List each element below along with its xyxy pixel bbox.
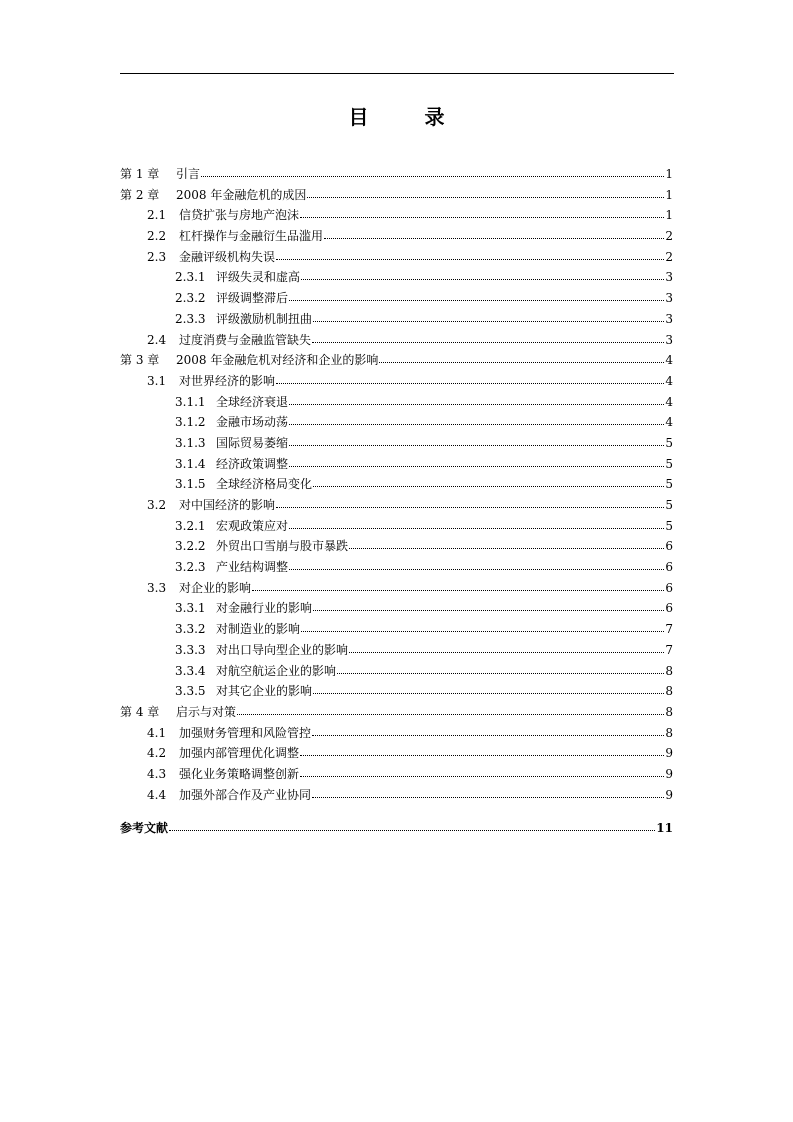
toc-entry-page: 9 — [665, 766, 673, 781]
toc-entry-number: 2.3.2 — [175, 291, 206, 306]
dot-leader — [289, 400, 664, 405]
toc-entry-title: 杠杆操作与金融衍生品滥用 — [179, 229, 324, 244]
toc-section-entry[interactable] — [120, 495, 673, 516]
toc-entry-number: 2.3 — [147, 249, 167, 264]
toc-subsection-entry[interactable] — [120, 392, 673, 413]
toc-subsection-entry[interactable] — [120, 661, 673, 682]
toc-subsection-entry[interactable] — [120, 267, 673, 288]
toc-entry-page: 8 — [665, 704, 673, 719]
toc-entry-page: 6 — [665, 601, 673, 616]
toc-subsection-entry[interactable] — [120, 681, 673, 702]
toc-entry-page: 9 — [665, 787, 673, 802]
dot-leader — [276, 503, 664, 508]
toc-entry-number: 3.3.5 — [175, 684, 206, 699]
toc-entry-number: 3.1.4 — [175, 456, 206, 471]
dot-leader — [313, 317, 664, 322]
toc-entry-title: 对航空航运企业的影响 — [216, 663, 337, 678]
toc-entry-title: 对出口导向型企业的影响 — [216, 642, 349, 657]
toc-section-entry[interactable] — [120, 785, 673, 806]
toc-entry-title: 经济政策调整 — [216, 456, 289, 471]
dot-leader — [237, 710, 664, 715]
toc-entry-page: 9 — [665, 746, 673, 761]
dot-leader — [300, 772, 664, 777]
toc-entry-number: 3.3.3 — [175, 642, 206, 657]
toc-subsection-entry[interactable] — [120, 454, 673, 475]
toc-section-entry[interactable] — [120, 330, 673, 351]
toc-subsection-entry[interactable] — [120, 598, 673, 619]
toc-entry-title: 加强外部合作及产业协同 — [179, 787, 312, 802]
toc-entry-number: 2.1 — [147, 208, 167, 223]
dot-leader — [300, 751, 664, 756]
toc-entry-number: 第 3 章 — [120, 353, 160, 368]
toc-entry-number: 2.3.3 — [175, 311, 206, 326]
toc-entry-page: 3 — [665, 311, 673, 326]
dot-leader — [289, 462, 664, 467]
toc-entry-title: 外贸出口雪崩与股市暴跌 — [216, 539, 349, 554]
toc-entry-page: 5 — [665, 498, 673, 512]
toc-entry-page: 7 — [665, 622, 673, 637]
toc-entry-title: 启示与对策 — [176, 704, 237, 719]
toc-entry-number: 3.2.1 — [175, 518, 206, 533]
toc-entry-title: 参考文献 — [120, 821, 169, 836]
dot-leader — [301, 275, 664, 280]
dot-leader — [252, 586, 664, 591]
toc-entry-title: 金融市场动荡 — [216, 415, 289, 430]
toc-chapter-entry[interactable] — [120, 164, 673, 185]
toc-entry-page: 8 — [665, 725, 673, 740]
toc-entry-number: 2.2 — [147, 229, 167, 244]
toc-entry-page: 6 — [665, 539, 673, 554]
toc-entry-page: 3 — [665, 332, 673, 347]
toc-entry-title: 产业结构调整 — [216, 560, 289, 575]
dot-leader — [312, 338, 664, 343]
toc-section-entry[interactable] — [120, 578, 673, 599]
toc-entry-title: 国际贸易萎缩 — [216, 435, 289, 450]
toc-entry-page: 4 — [665, 394, 673, 409]
dot-leader — [289, 565, 664, 570]
toc-entry-title: 加强财务管理和风险管控 — [179, 725, 312, 740]
toc-entry-number: 3.1.2 — [175, 415, 206, 430]
toc-entry-page: 5 — [665, 435, 673, 450]
toc-entry-title: 对制造业的影响 — [216, 622, 301, 637]
dot-leader — [313, 689, 664, 694]
dot-leader — [201, 172, 664, 177]
toc-title: 目 录 — [348, 105, 463, 129]
toc-entry-number: 3.2 — [147, 498, 167, 512]
toc-subsection-entry[interactable] — [120, 557, 673, 578]
toc-entry-title: 强化业务策略调整创新 — [179, 766, 300, 781]
table-of-contents — [120, 164, 673, 839]
dot-leader — [324, 234, 664, 239]
toc-entry-number: 3.2.3 — [175, 560, 206, 575]
toc-entry-title: 过度消费与金融监管缺失 — [179, 332, 312, 347]
dot-leader — [312, 731, 664, 736]
toc-references-entry[interactable] — [120, 818, 673, 839]
dot-leader — [337, 669, 664, 674]
toc-entry-number: 2.3.1 — [175, 270, 206, 285]
toc-entry-title: 对其它企业的影响 — [216, 684, 313, 699]
toc-entry-title: 金融评级机构失误 — [179, 249, 276, 264]
toc-entry-page: 3 — [665, 291, 673, 306]
toc-entry-page: 1 — [665, 208, 673, 223]
toc-entry-page: 5 — [665, 456, 673, 471]
toc-entry-number: 4.3 — [147, 766, 167, 781]
toc-section-entry[interactable] — [120, 743, 673, 764]
dot-leader — [169, 826, 655, 831]
dot-leader — [301, 627, 664, 632]
toc-entry-title: 评级调整滞后 — [216, 291, 289, 306]
toc-chapter-entry[interactable] — [120, 350, 673, 371]
toc-entry-page: 6 — [665, 580, 673, 595]
toc-section-entry[interactable] — [120, 371, 673, 392]
dot-leader — [289, 420, 664, 425]
toc-entry-title: 全球经济衰退 — [216, 394, 289, 409]
toc-subsection-entry[interactable] — [120, 619, 673, 640]
toc-entry-page: 2 — [665, 249, 673, 264]
dot-leader — [289, 524, 664, 529]
toc-entry-number: 4.2 — [147, 746, 167, 761]
toc-entry-number: 3.1 — [147, 373, 167, 388]
toc-subsection-entry[interactable] — [120, 433, 673, 454]
toc-entry-page: 3 — [665, 270, 673, 285]
toc-entry-page: 8 — [665, 663, 673, 678]
toc-entry-title: 对金融行业的影响 — [216, 601, 313, 616]
toc-section-entry[interactable] — [120, 764, 673, 785]
dot-leader — [349, 544, 664, 549]
toc-entry-page: 4 — [665, 353, 673, 368]
dot-leader — [379, 358, 664, 363]
toc-chapter-entry[interactable] — [120, 185, 673, 206]
dot-leader — [313, 606, 664, 611]
toc-entry-title: 对企业的影响 — [179, 580, 252, 595]
toc-subsection-entry[interactable] — [120, 412, 673, 433]
toc-entry-title: 2008 年金融危机的成因 — [176, 187, 307, 202]
dot-leader — [289, 441, 664, 446]
dot-leader — [312, 793, 664, 798]
toc-entry-number: 3.3 — [147, 580, 167, 595]
toc-entry-title: 加强内部管理优化调整 — [179, 746, 300, 761]
toc-entry-number: 第 2 章 — [120, 187, 160, 202]
toc-entry-page: 4 — [665, 373, 673, 388]
toc-entry-number: 3.1.5 — [175, 477, 206, 492]
toc-entry-number: 第 4 章 — [120, 704, 160, 719]
toc-entry-number: 4.1 — [147, 725, 167, 740]
toc-subsection-entry[interactable] — [120, 536, 673, 557]
toc-subsection-entry[interactable] — [120, 474, 673, 495]
toc-entry-title: 对中国经济的影响 — [179, 498, 276, 512]
toc-entry-page: 1 — [665, 187, 673, 202]
toc-entry-number: 4.4 — [147, 787, 167, 802]
toc-entry-number: 3.1.1 — [175, 394, 206, 409]
toc-section-entry[interactable] — [120, 247, 673, 268]
toc-subsection-entry[interactable] — [120, 640, 673, 661]
toc-entry-number: 3.1.3 — [175, 435, 206, 450]
toc-entry-number: 第 1 章 — [120, 167, 160, 181]
toc-section-entry[interactable] — [120, 205, 673, 226]
dot-leader — [276, 255, 664, 260]
toc-entry-title: 宏观政策应对 — [216, 518, 289, 533]
toc-entry-page: 6 — [665, 560, 673, 575]
toc-subsection-entry[interactable] — [120, 309, 673, 330]
dot-leader — [349, 648, 664, 653]
toc-chapter-entry[interactable] — [120, 702, 673, 723]
toc-section-entry[interactable] — [120, 723, 673, 744]
toc-entry-title: 对世界经济的影响 — [179, 373, 276, 388]
toc-entry-page: 5 — [665, 518, 673, 533]
dot-leader — [289, 296, 664, 301]
toc-subsection-entry[interactable] — [120, 516, 673, 537]
toc-entry-number: 3.3.2 — [175, 622, 206, 637]
dot-leader — [276, 379, 664, 384]
toc-entry-title: 评级失灵和虚高 — [216, 270, 301, 285]
toc-entry-page: 11 — [656, 821, 673, 836]
toc-entry-title: 评级激励机制扭曲 — [216, 311, 313, 326]
toc-entry-title: 2008 年金融危机对经济和企业的影响 — [176, 353, 379, 368]
toc-entry-page: 1 — [665, 167, 673, 181]
toc-entry-title: 引言 — [176, 167, 201, 181]
toc-entry-number: 2.4 — [147, 332, 167, 347]
toc-entry-page: 7 — [665, 642, 673, 657]
toc-entry-number: 3.3.4 — [175, 663, 206, 678]
toc-entry-page: 8 — [665, 684, 673, 699]
toc-entry-page: 4 — [665, 415, 673, 430]
toc-entry-page: 2 — [665, 229, 673, 244]
toc-entry-title: 全球经济格局变化 — [216, 477, 313, 492]
toc-entry-title: 信贷扩张与房地产泡沫 — [179, 208, 300, 223]
toc-subsection-entry[interactable] — [120, 288, 673, 309]
toc-section-entry[interactable] — [120, 226, 673, 247]
dot-leader — [307, 193, 664, 198]
toc-entry-number: 3.2.2 — [175, 539, 206, 554]
header-rule — [120, 73, 674, 74]
dot-leader — [300, 213, 664, 218]
toc-entry-page: 5 — [665, 477, 673, 492]
dot-leader — [313, 482, 664, 487]
toc-entry-number: 3.3.1 — [175, 601, 206, 616]
